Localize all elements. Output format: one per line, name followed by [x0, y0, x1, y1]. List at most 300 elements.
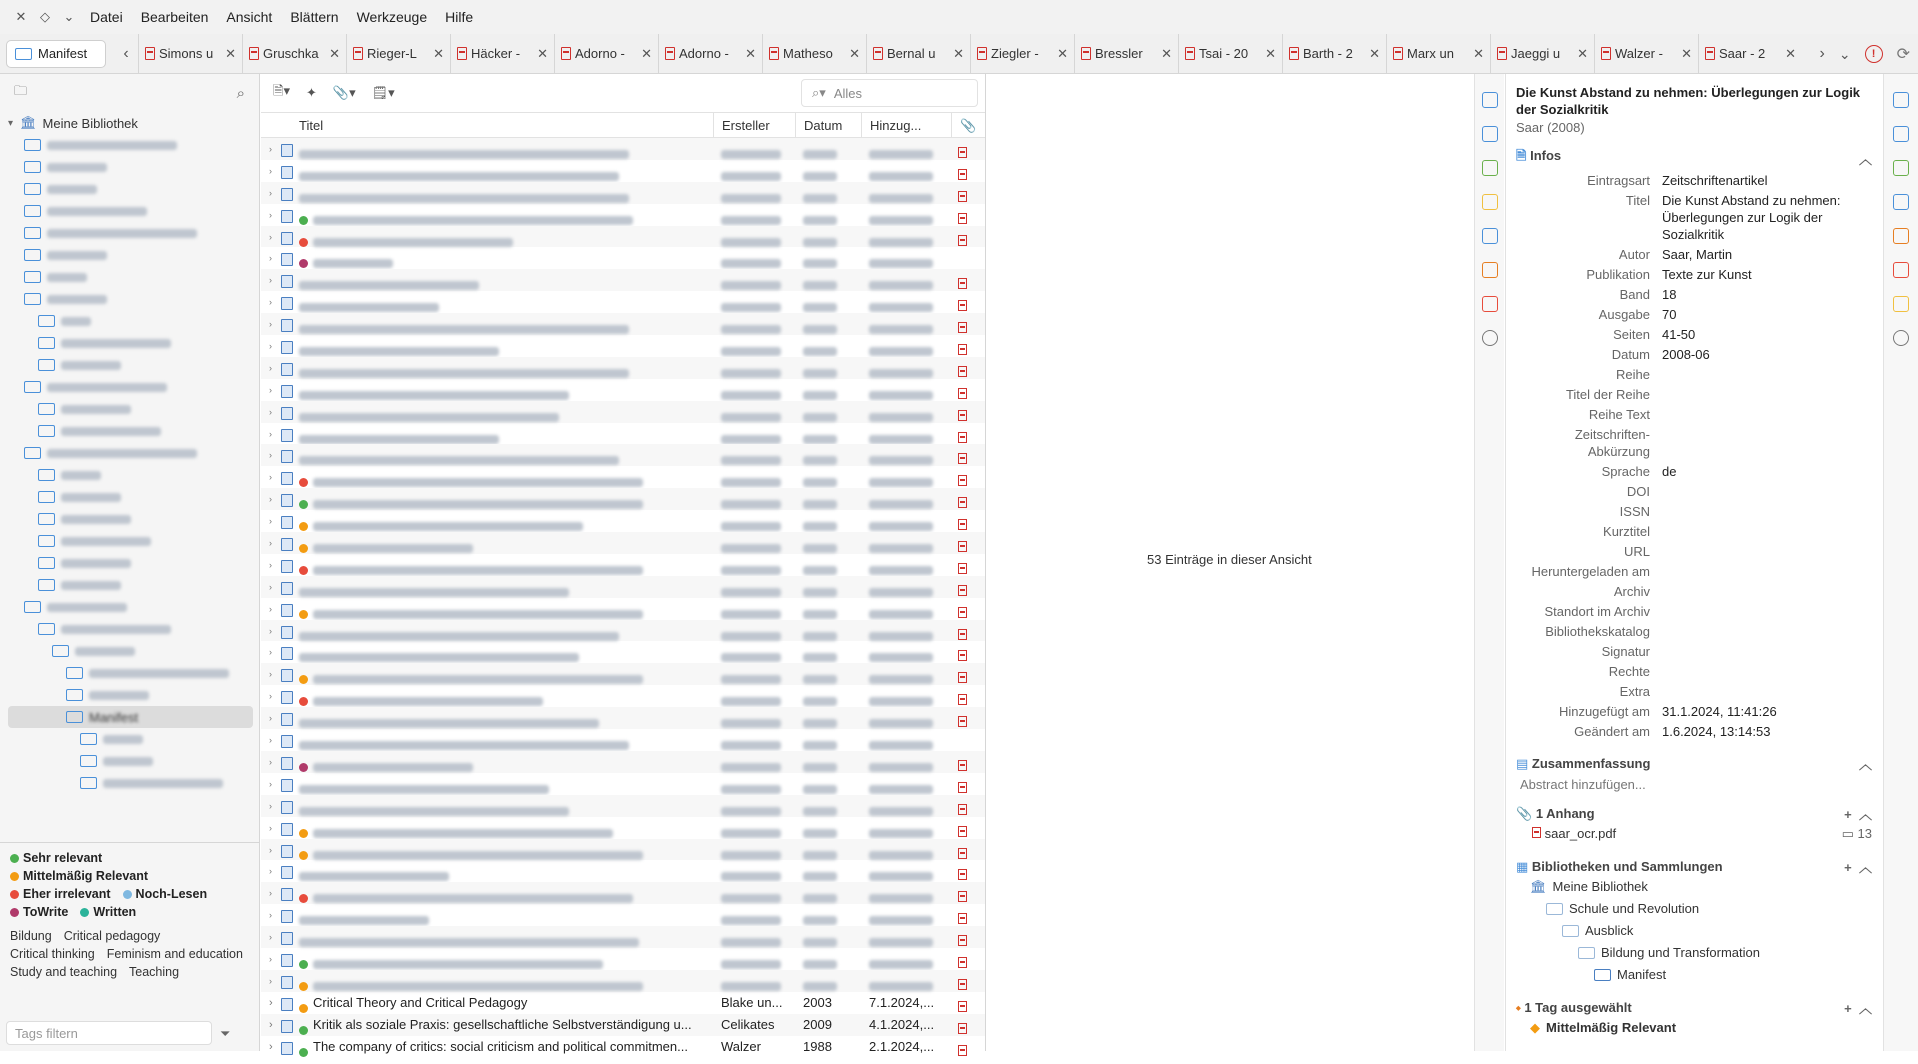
expand-icon[interactable]: ›: [269, 1040, 273, 1053]
pdf-icon[interactable]: [958, 891, 967, 902]
close-tab-icon[interactable]: ✕: [225, 45, 236, 61]
table-row[interactable]: [261, 1014, 985, 1036]
expand-icon[interactable]: ›: [269, 187, 272, 198]
pdf-icon[interactable]: [958, 694, 967, 705]
table-row[interactable]: [261, 663, 985, 685]
table-row[interactable]: [261, 620, 985, 642]
expand-icon[interactable]: ›: [269, 384, 272, 395]
search-input[interactable]: [801, 79, 978, 107]
expand-icon[interactable]: ›: [269, 450, 272, 461]
collapse-icon[interactable]: ︿: [1858, 1001, 1872, 1016]
pdf-icon[interactable]: [958, 366, 967, 377]
reader-tab[interactable]: [762, 34, 866, 74]
tab-list-icon[interactable]: ⌄: [1838, 45, 1851, 62]
pdf-icon[interactable]: [958, 344, 967, 355]
expand-icon[interactable]: ›: [269, 472, 272, 483]
close-tab-icon[interactable]: ✕: [537, 45, 548, 61]
field-value[interactable]: 18: [1662, 287, 1677, 302]
table-row[interactable]: [261, 401, 985, 423]
plain-tag[interactable]: Bildung: [10, 929, 52, 943]
field-value[interactable]: 1.6.2024, 13:14:53: [1662, 724, 1771, 739]
info-field[interactable]: [1516, 326, 1872, 343]
pdf-icon[interactable]: [958, 607, 967, 618]
col-creator[interactable]: Ersteller: [713, 113, 795, 139]
expand-icon[interactable]: ›: [269, 275, 272, 286]
pdf-icon[interactable]: [958, 1001, 967, 1012]
expand-icon[interactable]: ›: [269, 735, 272, 746]
expand-icon[interactable]: ›: [269, 559, 272, 570]
info-field[interactable]: [1516, 346, 1872, 363]
locate-nav-icon[interactable]: [1482, 330, 1498, 346]
reader-tab[interactable]: [1178, 34, 1282, 74]
table-row[interactable]: [261, 532, 985, 554]
info-field[interactable]: [1516, 503, 1872, 520]
tree-collection[interactable]: [8, 574, 259, 596]
pdf-icon[interactable]: [958, 432, 967, 443]
field-value[interactable]: 31.1.2024, 11:41:26: [1662, 704, 1777, 719]
expand-icon[interactable]: ›: [269, 209, 272, 220]
pdf-icon[interactable]: [958, 848, 967, 859]
tags-nav-icon[interactable]: [1482, 262, 1498, 278]
pdf-icon[interactable]: [958, 585, 967, 596]
pdf-icon[interactable]: [958, 957, 967, 968]
attachment-col-icon[interactable]: 📎: [951, 113, 981, 139]
table-row[interactable]: [261, 226, 985, 248]
expand-icon[interactable]: ›: [269, 144, 272, 154]
expand-icon[interactable]: ›: [269, 406, 272, 417]
expand-icon[interactable]: ›: [269, 800, 272, 811]
table-row[interactable]: [261, 904, 985, 926]
chevron-down-icon[interactable]: ⌄: [63, 9, 75, 24]
table-row[interactable]: [261, 817, 985, 839]
tags-section-header[interactable]: [1516, 998, 1872, 1017]
expand-icon[interactable]: ›: [269, 319, 272, 330]
tree-collection[interactable]: [8, 464, 259, 486]
menu-blaettern[interactable]: Blättern: [290, 9, 339, 25]
new-collection-icon[interactable]: 🗀: [14, 83, 28, 98]
table-row[interactable]: [261, 291, 985, 313]
expand-icon[interactable]: ›: [269, 778, 272, 789]
colored-tag[interactable]: [123, 887, 208, 901]
diamond-icon[interactable]: ◇: [40, 9, 50, 24]
close-tab-icon[interactable]: ✕: [745, 45, 756, 61]
colored-tag[interactable]: [10, 887, 111, 901]
add-icon[interactable]: +: [1844, 807, 1852, 822]
menu-datei[interactable]: Datei: [90, 9, 123, 25]
table-row[interactable]: [261, 641, 985, 663]
pdf-icon[interactable]: [958, 935, 967, 946]
locate-rail-icon[interactable]: [1893, 330, 1909, 346]
info-field[interactable]: [1516, 386, 1872, 403]
table-row[interactable]: [261, 160, 985, 182]
tree-collection[interactable]: [8, 750, 259, 772]
table-row[interactable]: [261, 598, 985, 620]
colored-tag[interactable]: [10, 869, 148, 883]
table-row[interactable]: [261, 839, 985, 861]
pdf-icon[interactable]: [958, 147, 967, 158]
pdf-icon[interactable]: [958, 979, 967, 990]
collapse-icon[interactable]: ︿: [1858, 860, 1872, 875]
pdf-icon[interactable]: [958, 410, 967, 421]
expand-icon[interactable]: ›: [269, 362, 272, 373]
reader-tab[interactable]: [1386, 34, 1490, 74]
tree-root[interactable]: [8, 112, 259, 134]
table-row[interactable]: [261, 576, 985, 598]
item-pane-icon[interactable]: [1482, 92, 1498, 108]
col-title[interactable]: Titel: [299, 118, 324, 133]
add-icon[interactable]: +: [1844, 860, 1852, 875]
collection-path-item[interactable]: [1516, 898, 1872, 920]
close-tab-icon[interactable]: ✕: [1161, 45, 1172, 61]
collection-path-item[interactable]: [1516, 964, 1872, 986]
table-row[interactable]: [261, 247, 985, 269]
pdf-icon[interactable]: [958, 913, 967, 924]
tabs-back-icon[interactable]: ‹: [123, 44, 129, 62]
reader-tab[interactable]: [970, 34, 1074, 74]
info-field[interactable]: [1516, 306, 1872, 323]
table-row[interactable]: [261, 269, 985, 291]
pdf-icon[interactable]: [958, 629, 967, 640]
info-section-header[interactable]: [1516, 147, 1872, 169]
collection-path-item[interactable]: [1516, 876, 1872, 898]
tree-collection[interactable]: [8, 178, 259, 200]
tree-collection[interactable]: [8, 310, 259, 332]
tree-collection[interactable]: [8, 728, 259, 750]
field-value[interactable]: 41-50: [1662, 327, 1696, 342]
plain-tag[interactable]: Critical thinking: [10, 947, 95, 961]
add-attachment-icon[interactable]: 📎▾: [332, 85, 356, 100]
abstract-icon[interactable]: [1482, 126, 1498, 142]
tree-collection[interactable]: [8, 618, 259, 640]
colored-tag[interactable]: [10, 905, 68, 919]
attachment-row[interactable]: [1516, 823, 1872, 845]
abstract-input[interactable]: Abstract hinzufügen...: [1520, 777, 1646, 792]
tree-collection[interactable]: [8, 222, 259, 244]
reader-tab[interactable]: [658, 34, 762, 74]
add-icon[interactable]: +: [1844, 1001, 1852, 1016]
related-rail-icon[interactable]: [1893, 262, 1909, 278]
field-value[interactable]: [1662, 583, 1872, 600]
table-row[interactable]: [261, 182, 985, 204]
table-row[interactable]: [261, 926, 985, 948]
pdf-icon[interactable]: [958, 322, 967, 333]
pdf-icon[interactable]: [958, 453, 967, 464]
menu-hilfe[interactable]: Hilfe: [445, 9, 474, 25]
menu-werkzeuge[interactable]: Werkzeuge: [356, 9, 428, 25]
expand-icon[interactable]: ›: [269, 822, 272, 833]
close-tab-icon[interactable]: ✕: [329, 45, 340, 61]
info-field[interactable]: [1516, 523, 1872, 540]
close-tab-icon[interactable]: ✕: [1265, 45, 1276, 61]
colored-tag[interactable]: [10, 851, 102, 865]
table-row[interactable]: [261, 335, 985, 357]
close-tab-icon[interactable]: ✕: [1473, 45, 1484, 61]
field-value[interactable]: [1662, 603, 1872, 620]
tree-collection[interactable]: [8, 398, 259, 420]
close-tab-icon[interactable]: ✕: [1681, 45, 1692, 61]
expand-icon[interactable]: ›: [269, 910, 272, 921]
reader-tab[interactable]: [866, 34, 970, 74]
field-value[interactable]: de: [1662, 464, 1677, 479]
pdf-icon[interactable]: [958, 235, 967, 246]
pdf-icon[interactable]: [958, 519, 967, 530]
table-row[interactable]: [261, 554, 985, 576]
tree-collection[interactable]: [8, 662, 259, 684]
related-nav-icon[interactable]: [1482, 296, 1498, 312]
attachment-nav-icon[interactable]: [1482, 160, 1498, 176]
plain-tag[interactable]: Feminism and education: [106, 947, 243, 961]
library-tab[interactable]: [6, 40, 106, 68]
table-row[interactable]: [261, 423, 985, 445]
reader-tab[interactable]: [450, 34, 554, 74]
col-date[interactable]: Datum: [795, 113, 861, 139]
expand-icon[interactable]: ›: [269, 297, 272, 308]
pdf-icon[interactable]: [958, 650, 967, 661]
pdf-icon[interactable]: [958, 191, 967, 202]
pdf-icon[interactable]: [958, 388, 967, 399]
reader-tab[interactable]: [1594, 34, 1698, 74]
expand-icon[interactable]: ›: [269, 165, 272, 176]
table-row[interactable]: [261, 204, 985, 226]
expand-icon[interactable]: ›: [269, 494, 272, 505]
table-row[interactable]: [261, 882, 985, 904]
field-value[interactable]: [1662, 426, 1872, 460]
table-row[interactable]: [261, 466, 985, 488]
pdf-icon[interactable]: [958, 300, 967, 311]
close-tab-icon[interactable]: ✕: [953, 45, 964, 61]
table-row[interactable]: [261, 488, 985, 510]
info-field[interactable]: [1516, 543, 1872, 560]
info-field[interactable]: [1516, 643, 1872, 660]
reader-tab[interactable]: [1074, 34, 1178, 74]
attachments-section-header[interactable]: [1516, 804, 1872, 823]
field-value[interactable]: Zeitschriftenartikel: [1662, 173, 1768, 188]
pdf-icon[interactable]: [958, 563, 967, 574]
expand-icon[interactable]: ›: [269, 975, 272, 986]
field-value[interactable]: [1662, 563, 1872, 580]
notes-rail-icon[interactable]: [1893, 296, 1909, 312]
pdf-icon[interactable]: [958, 782, 967, 793]
expand-icon[interactable]: ›: [269, 253, 272, 264]
info-field[interactable]: [1516, 583, 1872, 600]
reader-tab[interactable]: [1698, 34, 1802, 74]
info-field[interactable]: [1516, 286, 1872, 303]
collection-path-item[interactable]: [1516, 920, 1872, 942]
expand-icon[interactable]: ›: [269, 996, 273, 1009]
tag-filter-input[interactable]: [6, 1021, 212, 1045]
tree-collection[interactable]: [8, 420, 259, 442]
pdf-icon[interactable]: [958, 278, 967, 289]
pdf-icon[interactable]: [958, 760, 967, 771]
expand-icon[interactable]: ›: [269, 932, 272, 943]
table-row[interactable]: [261, 948, 985, 970]
expand-icon[interactable]: ›: [269, 953, 272, 964]
pdf-icon[interactable]: [958, 826, 967, 837]
tree-collection[interactable]: [8, 200, 259, 222]
pdf-icon[interactable]: [958, 716, 967, 727]
field-value[interactable]: [1662, 523, 1872, 540]
field-value[interactable]: [1662, 366, 1872, 383]
field-value[interactable]: [1662, 483, 1872, 500]
info-field[interactable]: [1516, 563, 1872, 580]
pdf-icon[interactable]: [958, 869, 967, 880]
expand-icon[interactable]: ›: [269, 538, 272, 549]
close-tab-icon[interactable]: ✕: [641, 45, 652, 61]
expand-icon[interactable]: ›: [269, 756, 272, 767]
item-tag[interactable]: [1516, 1017, 1872, 1039]
reader-tab[interactable]: [1282, 34, 1386, 74]
field-value[interactable]: 70: [1662, 307, 1677, 322]
colored-tag[interactable]: [80, 905, 136, 919]
field-value[interactable]: Texte zur Kunst: [1662, 267, 1752, 282]
tree-collection[interactable]: [8, 288, 259, 310]
field-value[interactable]: [1662, 503, 1872, 520]
tree-collection[interactable]: [8, 134, 259, 156]
tree-collection[interactable]: [8, 376, 259, 398]
pdf-icon[interactable]: [958, 497, 967, 508]
field-value[interactable]: 2008-06: [1662, 347, 1710, 362]
expand-icon[interactable]: ›: [269, 691, 272, 702]
info-field[interactable]: [1516, 246, 1872, 263]
plain-tag[interactable]: Teaching: [129, 965, 180, 979]
tabs-forward-icon[interactable]: ›: [1819, 45, 1825, 62]
info-field[interactable]: [1516, 192, 1872, 243]
field-value[interactable]: [1662, 643, 1872, 660]
expand-icon[interactable]: ›: [269, 713, 272, 724]
magic-wand-icon[interactable]: ✦: [305, 85, 317, 100]
table-row[interactable]: [261, 970, 985, 992]
reader-tab[interactable]: [1490, 34, 1594, 74]
expand-icon[interactable]: ›: [269, 888, 272, 899]
collections-section-header[interactable]: [1516, 857, 1872, 876]
plain-tag[interactable]: Critical pedagogy: [63, 929, 161, 943]
table-row[interactable]: [261, 685, 985, 707]
pdf-icon[interactable]: [958, 475, 967, 486]
info-field[interactable]: [1516, 266, 1872, 283]
expand-icon[interactable]: ›: [269, 581, 272, 592]
pdf-icon[interactable]: [958, 1023, 967, 1034]
close-tab-icon[interactable]: ✕: [1369, 45, 1380, 61]
menu-bearbeiten[interactable]: Bearbeiten: [140, 9, 209, 25]
tree-collection[interactable]: [8, 772, 259, 794]
field-value[interactable]: [1662, 683, 1872, 700]
collapse-icon[interactable]: ︿: [1858, 151, 1872, 167]
tree-collection[interactable]: [8, 442, 259, 464]
table-row[interactable]: [261, 357, 985, 379]
field-value[interactable]: [1662, 663, 1872, 680]
tree-collection[interactable]: [8, 156, 259, 178]
menu-ansicht[interactable]: Ansicht: [226, 9, 273, 25]
expand-icon[interactable]: ›: [269, 625, 272, 636]
tree-collection[interactable]: [8, 244, 259, 266]
table-row[interactable]: [261, 707, 985, 729]
info-field[interactable]: [1516, 366, 1872, 383]
abstract-rail-icon[interactable]: [1893, 126, 1909, 142]
close-tab-icon[interactable]: ✕: [849, 45, 860, 61]
plain-tag[interactable]: Study and teaching: [10, 965, 118, 979]
info-field[interactable]: [1516, 172, 1872, 189]
field-value[interactable]: Saar, Martin: [1662, 247, 1733, 262]
table-row[interactable]: [261, 860, 985, 882]
info-field[interactable]: [1516, 623, 1872, 640]
tree-collection[interactable]: [8, 354, 259, 376]
collection-path-item[interactable]: [1516, 942, 1872, 964]
field-value[interactable]: [1662, 386, 1872, 403]
expand-icon[interactable]: ›: [269, 866, 272, 877]
field-value[interactable]: [1662, 406, 1872, 423]
close-tab-icon[interactable]: ✕: [1577, 45, 1588, 61]
filter-icon[interactable]: ⏷: [220, 1026, 231, 1041]
table-row[interactable]: [261, 773, 985, 795]
libraries-rail-icon[interactable]: [1893, 194, 1909, 210]
attachments-rail-icon[interactable]: [1893, 160, 1909, 176]
new-note-icon[interactable]: 🗒▾: [371, 85, 395, 100]
info-rail-icon[interactable]: [1893, 92, 1909, 108]
expand-icon[interactable]: ›: [269, 428, 272, 439]
expand-icon[interactable]: ›: [269, 341, 272, 352]
info-field[interactable]: [1516, 663, 1872, 680]
tree-collection[interactable]: [8, 486, 259, 508]
table-row[interactable]: [261, 751, 985, 773]
info-field[interactable]: [1516, 703, 1872, 720]
expand-icon[interactable]: ›: [269, 669, 272, 680]
info-field[interactable]: [1516, 723, 1872, 740]
pdf-icon[interactable]: [958, 169, 967, 180]
tree-collection[interactable]: [8, 332, 259, 354]
collapse-icon[interactable]: ︿: [1858, 757, 1872, 772]
tree-collection[interactable]: [8, 684, 259, 706]
table-row[interactable]: [261, 992, 985, 1014]
sync-icon[interactable]: ⟳: [1896, 46, 1910, 63]
tree-collection[interactable]: [8, 640, 259, 662]
pdf-icon[interactable]: [958, 804, 967, 815]
sync-error-icon[interactable]: !: [1865, 45, 1883, 63]
reader-tab[interactable]: [242, 34, 346, 74]
expand-icon[interactable]: ›: [269, 647, 272, 658]
tags-rail-icon[interactable]: [1893, 228, 1909, 244]
info-field[interactable]: [1516, 406, 1872, 423]
info-field[interactable]: [1516, 426, 1872, 460]
table-row[interactable]: [261, 379, 985, 401]
close-tab-icon[interactable]: ✕: [1057, 45, 1068, 61]
info-field[interactable]: [1516, 483, 1872, 500]
field-value[interactable]: [1662, 623, 1872, 640]
table-row[interactable]: [261, 510, 985, 532]
expand-icon[interactable]: ›: [269, 844, 272, 855]
table-row[interactable]: [261, 795, 985, 817]
table-row[interactable]: [261, 729, 985, 751]
tree-collection[interactable]: [8, 508, 259, 530]
libraries-nav-icon[interactable]: [1482, 228, 1498, 244]
table-row[interactable]: [261, 313, 985, 335]
reader-tab[interactable]: [346, 34, 450, 74]
reader-tab[interactable]: [138, 34, 242, 74]
tree-collection[interactable]: [8, 266, 259, 288]
abstract-section-header[interactable]: [1516, 754, 1872, 773]
tree-collection[interactable]: [8, 596, 259, 618]
close-tab-icon[interactable]: ✕: [433, 45, 444, 61]
close-tab-icon[interactable]: ✕: [1785, 45, 1796, 61]
table-row[interactable]: [261, 138, 985, 160]
field-value[interactable]: [1662, 543, 1872, 560]
new-item-icon[interactable]: 🗎▾: [273, 83, 290, 98]
chevron-down-icon[interactable]: ▾: [8, 117, 14, 129]
expand-icon[interactable]: ›: [269, 1018, 273, 1031]
expand-icon[interactable]: ›: [269, 231, 272, 242]
tree-collection[interactable]: [8, 530, 259, 552]
col-added[interactable]: Hinzug...: [861, 113, 939, 139]
table-row[interactable]: [261, 444, 985, 466]
